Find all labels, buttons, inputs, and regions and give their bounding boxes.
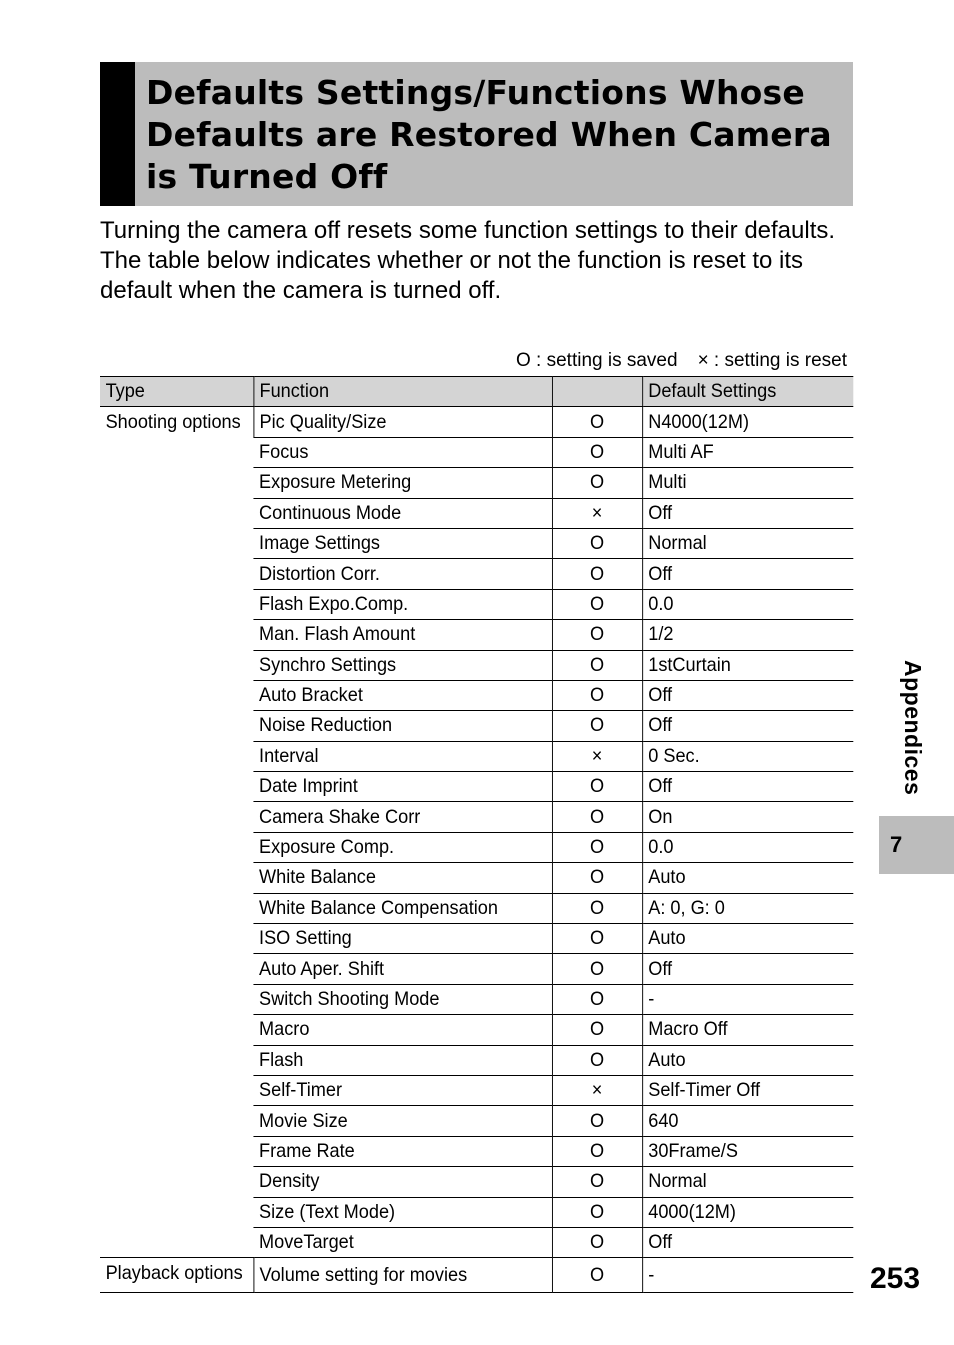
chapter-tab: [879, 816, 954, 874]
type-cell: Shooting options: [100, 407, 253, 1258]
saved-cell: O: [552, 984, 642, 1014]
saved-cell: O: [552, 711, 642, 741]
type-cell: Playback options: [100, 1258, 253, 1292]
legend-reset: × : setting is reset: [697, 350, 847, 371]
default-cell: Off: [642, 1227, 853, 1257]
default-cell: Normal: [642, 1167, 853, 1197]
saved-cell: ×: [552, 1075, 642, 1105]
intro-paragraph-1: Turning the camera off resets some function settings to their defaults.: [100, 217, 836, 244]
page-number: 253: [870, 1262, 921, 1295]
saved-cell: O: [552, 893, 642, 923]
legend: [516, 349, 847, 373]
function-cell: Switch Shooting Mode: [253, 984, 552, 1014]
legend-saved: O : setting is saved: [515, 350, 678, 371]
table-header-row: [100, 377, 853, 407]
default-cell: Off: [642, 711, 853, 741]
section-side-label: Appendices: [900, 660, 926, 796]
default-cell: 640: [642, 1106, 853, 1136]
saved-cell: O: [552, 1136, 642, 1166]
function-cell: Exposure Comp.: [253, 832, 552, 862]
saved-cell: O: [552, 559, 642, 589]
default-cell: Off: [642, 772, 853, 802]
function-cell: Macro: [253, 1015, 552, 1045]
saved-cell: O: [552, 1167, 642, 1197]
default-cell: A: 0, G: 0: [642, 893, 853, 923]
saved-cell: ×: [552, 498, 642, 528]
default-cell: Auto: [642, 863, 853, 893]
function-cell: Interval: [253, 741, 552, 771]
header-default: Default Settings: [642, 377, 853, 407]
saved-cell: O: [552, 1197, 642, 1227]
function-cell: Flash: [253, 1045, 552, 1075]
function-cell: Pic Quality/Size: [253, 407, 552, 437]
table-row: [100, 407, 853, 437]
function-cell: Distortion Corr.: [253, 559, 552, 589]
function-cell: Auto Bracket: [253, 680, 552, 710]
saved-cell: O: [552, 680, 642, 710]
saved-cell: O: [552, 620, 642, 650]
default-cell: 0 Sec.: [642, 741, 853, 771]
function-cell: Camera Shake Corr: [253, 802, 552, 832]
function-cell: Continuous Mode: [253, 498, 552, 528]
default-cell: 0.0: [642, 832, 853, 862]
default-cell: Auto: [642, 924, 853, 954]
function-cell: Density: [253, 1167, 552, 1197]
title-banner: [100, 62, 853, 206]
default-cell: 4000(12M): [642, 1197, 853, 1227]
table-body: [100, 407, 853, 1292]
function-cell: Focus: [253, 437, 552, 467]
default-cell: Off: [642, 680, 853, 710]
function-cell: Frame Rate: [253, 1136, 552, 1166]
function-cell: Exposure Metering: [253, 468, 552, 498]
intro-paragraph-2: The table below indicates whether or not the function is reset to its default when the camera is turned off.: [100, 247, 804, 304]
default-cell: Off: [642, 559, 853, 589]
chapter-number: 7: [890, 832, 903, 857]
saved-cell: O: [552, 528, 642, 558]
default-cell: Multi AF: [642, 437, 853, 467]
function-cell: MoveTarget: [253, 1227, 552, 1257]
saved-cell: O: [552, 1227, 642, 1257]
default-cell: Multi: [642, 468, 853, 498]
function-cell: White Balance Compensation: [253, 893, 552, 923]
saved-cell: O: [552, 954, 642, 984]
saved-cell: O: [552, 1106, 642, 1136]
default-cell: N4000(12M): [642, 407, 853, 437]
saved-cell: ×: [552, 741, 642, 771]
default-cell: -: [642, 1258, 853, 1292]
header-saved: [552, 377, 642, 407]
default-cell: 30Frame/S: [642, 1136, 853, 1166]
default-cell: Off: [642, 498, 853, 528]
saved-cell: O: [552, 772, 642, 802]
saved-cell: O: [552, 1015, 642, 1045]
default-cell: Auto: [642, 1045, 853, 1075]
default-cell: Off: [642, 954, 853, 984]
saved-cell: O: [552, 832, 642, 862]
saved-cell: O: [552, 1045, 642, 1075]
function-cell: Synchro Settings: [253, 650, 552, 680]
intro-text: [100, 216, 860, 306]
function-cell: Size (Text Mode): [253, 1197, 552, 1227]
saved-cell: O: [552, 589, 642, 619]
default-cell: 0.0: [642, 589, 853, 619]
function-cell: Self-Timer: [253, 1075, 552, 1105]
function-cell: Volume setting for movies: [253, 1258, 552, 1292]
table-row: [100, 1258, 853, 1292]
function-cell: White Balance: [253, 863, 552, 893]
saved-cell: O: [552, 437, 642, 467]
default-cell: Normal: [642, 528, 853, 558]
function-cell: Man. Flash Amount: [253, 620, 552, 650]
page-title: Defaults Settings/Functions Whose Defaults are Restored When Camera is Turned Off: [146, 73, 832, 196]
default-cell: 1stCurtain: [642, 650, 853, 680]
function-cell: Flash Expo.Comp.: [253, 589, 552, 619]
saved-cell: O: [552, 924, 642, 954]
function-cell: Image Settings: [253, 528, 552, 558]
default-cell: 1/2: [642, 620, 853, 650]
settings-table: [100, 376, 853, 1293]
function-cell: ISO Setting: [253, 924, 552, 954]
title-accent-bar: [100, 62, 135, 206]
function-cell: Date Imprint: [253, 772, 552, 802]
function-cell: Noise Reduction: [253, 711, 552, 741]
saved-cell: O: [552, 863, 642, 893]
saved-cell: O: [552, 802, 642, 832]
header-function: Function: [253, 377, 552, 407]
default-cell: Self-Timer Off: [642, 1075, 853, 1105]
function-cell: Movie Size: [253, 1106, 552, 1136]
function-cell: Auto Aper. Shift: [253, 954, 552, 984]
default-cell: Macro Off: [642, 1015, 853, 1045]
default-cell: -: [642, 984, 853, 1014]
default-cell: On: [642, 802, 853, 832]
saved-cell: O: [552, 468, 642, 498]
saved-cell: O: [552, 1258, 642, 1292]
header-type: Type: [100, 377, 253, 407]
saved-cell: O: [552, 650, 642, 680]
saved-cell: O: [552, 407, 642, 437]
